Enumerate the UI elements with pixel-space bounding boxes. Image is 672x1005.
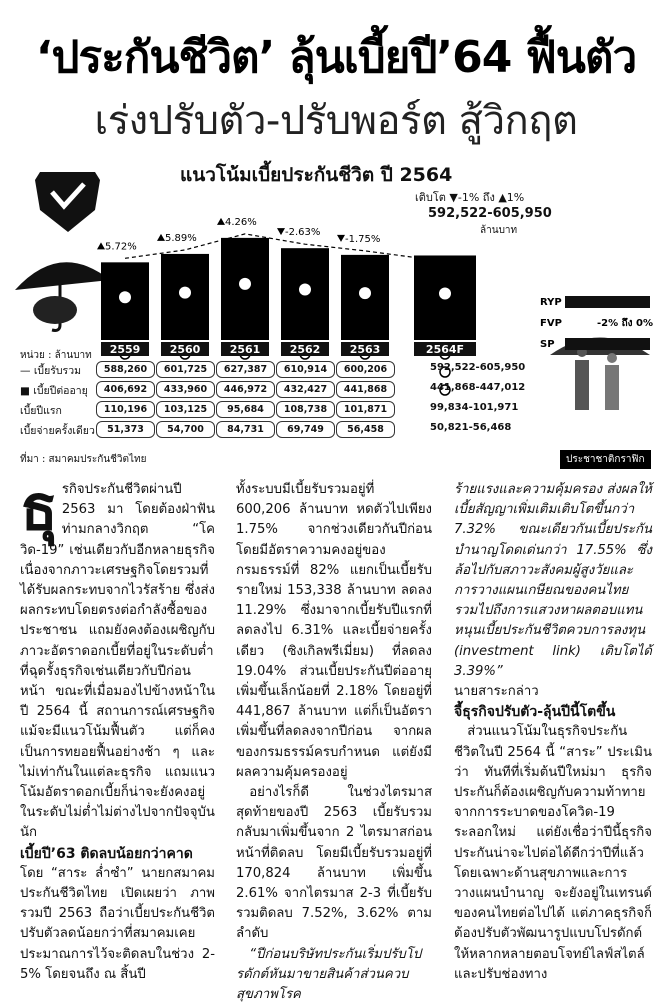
col2-paragraph-3: “ปีก่อนบริษัทประกันเริ่มปรับโปรดักต์หันมาขายสินค้าส่วนควบสุขภาพโรค [236, 946, 422, 1003]
arrow-down-icon [337, 235, 345, 242]
bar-marker [119, 291, 131, 303]
bar-marker [239, 278, 251, 290]
growth-label: -1.75% [345, 233, 381, 245]
source-text: ที่มา : สมาคมประกันชีวิตไทย [20, 454, 147, 465]
forecast-value: 50,821-56,468 [430, 422, 512, 433]
bar-marker [439, 288, 451, 300]
growth-trend-line [97, 217, 445, 262]
series-label: เบี้ยจ่ายครั้งเดียว [20, 425, 95, 437]
value-cell: 406,692 [96, 381, 155, 398]
umbrella-illustration-icon [15, 262, 110, 330]
value-cell: 588,260 [96, 361, 155, 378]
value-cell: 101,871 [336, 401, 395, 418]
year-label-2564F: 2564F [425, 343, 465, 356]
unit-label: หน่วย : ล้านบาท [20, 350, 92, 361]
value-cell: 446,972 [216, 381, 275, 398]
legend-ryp: RYP [540, 297, 562, 308]
side-legend [540, 296, 653, 350]
article-column-3 [454, 480, 652, 985]
value-cell: 108,738 [276, 401, 335, 418]
chart-title: แนวโน้มเบี้ยประกันชีวิต ปี 2564 [180, 164, 453, 186]
arrow-up-icon [157, 234, 165, 241]
value-cell: 600,206 [336, 361, 395, 378]
arrow-down-icon [277, 228, 285, 235]
forecast-value: 592,522-605,950 [430, 362, 526, 373]
forecast-growth-note: เติบโต ▼-1% ถึง ▲1% [415, 191, 525, 204]
side-note: -2% ถึง 0% [597, 318, 654, 329]
series-label: ■ เบี้ยปีต่ออายุ [20, 385, 88, 397]
article-column-2 [236, 480, 432, 1005]
col1-paragraph-2: โดย “สาระ ล่ำซำ” นายกสมาคมประกันชีวิตไทย เปิดเผยว่า ภาพรวมปี 2563 ถือว่าเบี้ยประกันชีวิตปรับตัวลดน้อยกว่าที่สมาคมเคยประมาณการไว้จะติดลบในช่วง 2-5% โดยจนถึง ณ สิ้นปี [20, 865, 215, 982]
legend-fvp: FVP [540, 318, 562, 329]
arrow-up-icon [217, 218, 225, 225]
year-label-2562: 2562 [289, 343, 321, 356]
series-label: — เบี้ยรับรวม [20, 365, 82, 377]
bar-marker [179, 287, 191, 299]
series-label: เบี้ยปีแรก [20, 405, 62, 417]
growth-label: 4.26% [225, 216, 257, 228]
arrow-up-icon [97, 242, 105, 249]
value-cell: 627,387 [216, 361, 275, 378]
value-cell: 441,868 [336, 381, 395, 398]
growth-label: 5.89% [165, 232, 197, 244]
col3-paragraph-1: ร้ายแรงและความคุ้มครอง ส่งผลให้เบี้ยสัญญาเพิ่มเติมเติบโตขึ้นกว่า 7.32% ขณะเดียวกันเบี้ยประกันบำนาญโดดเด่นกว่า 17.55% ซึ่งล้อไปกับสภาวะสังคมผู้สูงวัยและการวางแผนเกษียณของคนไทย รวมไปถึงการแสวงหาผลตอบแทนหนุนเบี้ยประกันชีวิตควบการลงทุน (investment link) เติบโตได้ 3.39%” [454, 482, 652, 679]
bar-marker [299, 283, 311, 295]
value-cell: 432,427 [276, 381, 335, 398]
year-label-2561: 2561 [229, 343, 261, 356]
dropcap: ธุ [20, 471, 58, 544]
headline-sub: เร่งปรับตัว-ปรับพอร์ต สู้วิกฤต [94, 98, 578, 144]
bar-marker [359, 287, 371, 299]
shield-illustration-icon [35, 172, 100, 232]
col3-paragraph-2: ส่วนแนวโน้มในธุรกิจประกันชีวิตในปี 2564 นี้ “สาระ” ประเมินว่า ทันทีที่เริ่มต้นปีใหม่มา ธุรกิจประกันก็ต้องเผชิญกับความท้าทายจากการระบาดของโควิด-19 ระลอกใหม่ แต่ยังเชื่อว่าปีนี้ธุรกิจประกันน่าจะไปต่อได้ดีกว่าปีที่แล้ว โดยเฉพาะด้านสุขภาพและการวางแผนบำนาญ จะยังอยู่ในเทรนด์ของคนไทยต่อไปได้ แต่ภาคธุรกิจก็ต้องปรับตัวพัฒนารูปแบบโปรดักต์ให้หลากหลายตอบโจทย์ไลฟ์สไตล์ และปรับช่องทาง [454, 724, 652, 982]
value-cell: 433,960 [156, 381, 215, 398]
value-cell: 84,731 [216, 421, 275, 438]
col2-paragraph-2: อย่างไรก็ดี ในช่วงไตรมาสสุดท้ายของปี 2563 เบี้ยรับรวมกลับมาเพิ่มขึ้นจาก 2 ไตรมาสก่อนหน้าที่ติดลบ โดยมีเบี้ยรับรวมอยู่ที่ 170,824 ล้านบาท เพิ่มขึ้น 2.61% จากไตรมาส 2-3 ที่เบี้ยรับรวมติดลบ 7.52%, 3.62% ตามลำดับ [236, 785, 432, 942]
graphic-credit: ประชาชาติกราฟิก [560, 450, 651, 469]
col3-subheading: จี้ธุรกิจปรับตัว-ลุ้นปีนี้โตขึ้น [454, 704, 616, 721]
year-label-2559: 2559 [109, 343, 141, 356]
year-label-2560: 2560 [169, 343, 201, 356]
year-label-2563: 2563 [349, 343, 381, 356]
value-cell: 110,196 [96, 401, 155, 418]
legend-sp: SP [540, 339, 555, 350]
value-cell: 103,125 [156, 401, 215, 418]
col2-paragraph-1: ทั้งระบบมีเบี้ยรับรวมอยู่ที่ 600,206 ล้านบาท หดตัวไปเพียง 1.75% จากช่วงเดียวกันปีก่อน โดยมีอัตราความคงอยู่ของกรมธรรม์ที่ 82% แยกเป็นเบี้ยรับรายใหม่ 153,338 ล้านบาท ลดลง 11.29% ซึ่งมาจากเบี้ยรับปีแรกที่ลดลงไป 6.31% และเบี้ยจ่ายครั้งเดียว (ซิงเกิลพรีเมี่ยม) ที่ลดลง 19.04% ส่วนเบี้ยประกันปีต่ออายุ เพิ่มขึ้นเล็กน้อยที่ 2.18% โดยอยู่ที่ 441,867 ล้านบาท แต่ก็เป็นอัตราเพิ่มขึ้นที่ลดลงจากปีก่อน จากผลของกรมธรรม์ครบกำหนด แต่ยังมีผลความคุ้มครองอยู่ [236, 482, 432, 780]
forecast-value: 441,868-447,012 [430, 382, 526, 393]
value-cell: 610,914 [276, 361, 335, 378]
value-cell: 95,684 [216, 401, 275, 418]
value-cell: 69,749 [276, 421, 335, 438]
value-cell: 56,458 [336, 421, 395, 438]
value-cell: 51,373 [96, 421, 155, 438]
forecast-unit: ล้านบาท [480, 225, 518, 236]
headline-main: ‘ประกันชีวิต’ ลุ้นเบี้ยปี’64 ฟื้นตัว [35, 32, 637, 83]
growth-label: 5.72% [105, 241, 137, 253]
col1-paragraph-1: รกิจประกันชีวิตผ่านปี 2563 มา โดยต้องฝ่าฟันท่ามกลางวิกฤต “โควิด-19” เช่นเดียวกับอีกหลายธุรกิจ เนื่องจากภาวะเศรษฐกิจโดยรวมที่ได้รับผลกระทบจากไวรัสร้าย ซึ่งส่งผลกระทบโดยตรงต่อกำลังซื้อของประชาชน แถมยังคงต้องเผชิญกับภาวะอัตราดอกเบี้ยที่อยู่ในระดับต่ำที่ฉุดรั้งธุรกิจเช่นเดียวกับปีก่อนหน้า ขณะที่เมื่อมองไปข้างหน้าในปี 2564 นี้ สถานการณ์เศรษฐกิจแม้จะมีแนวโน้มฟื้นตัว แต่ก็คงเป็นการทยอยฟื้นอย่างช้า ๆ และไม่เท่ากันในแต่ละธุรกิจ แถมแนวโน้มอัตราดอกเบี้ยก็น่าจะยังคงอยู่ในระดับไม่ต่ำไม่ต่างไปจากปัจจุบันนัก [20, 482, 215, 841]
col3-paragraph-1b: นายสาระกล่าว [454, 684, 539, 700]
col1-subheading: เบี้ยปี’63 ติดลบน้อยกว่าคาด [20, 845, 193, 862]
value-cell: 601,725 [156, 361, 215, 378]
article-column-1 [20, 471, 215, 985]
forecast-range: 592,522-605,950 [428, 206, 552, 221]
forecast-value: 99,834-101,971 [430, 402, 519, 413]
growth-label: -2.63% [285, 227, 321, 239]
value-cell: 54,700 [156, 421, 215, 438]
